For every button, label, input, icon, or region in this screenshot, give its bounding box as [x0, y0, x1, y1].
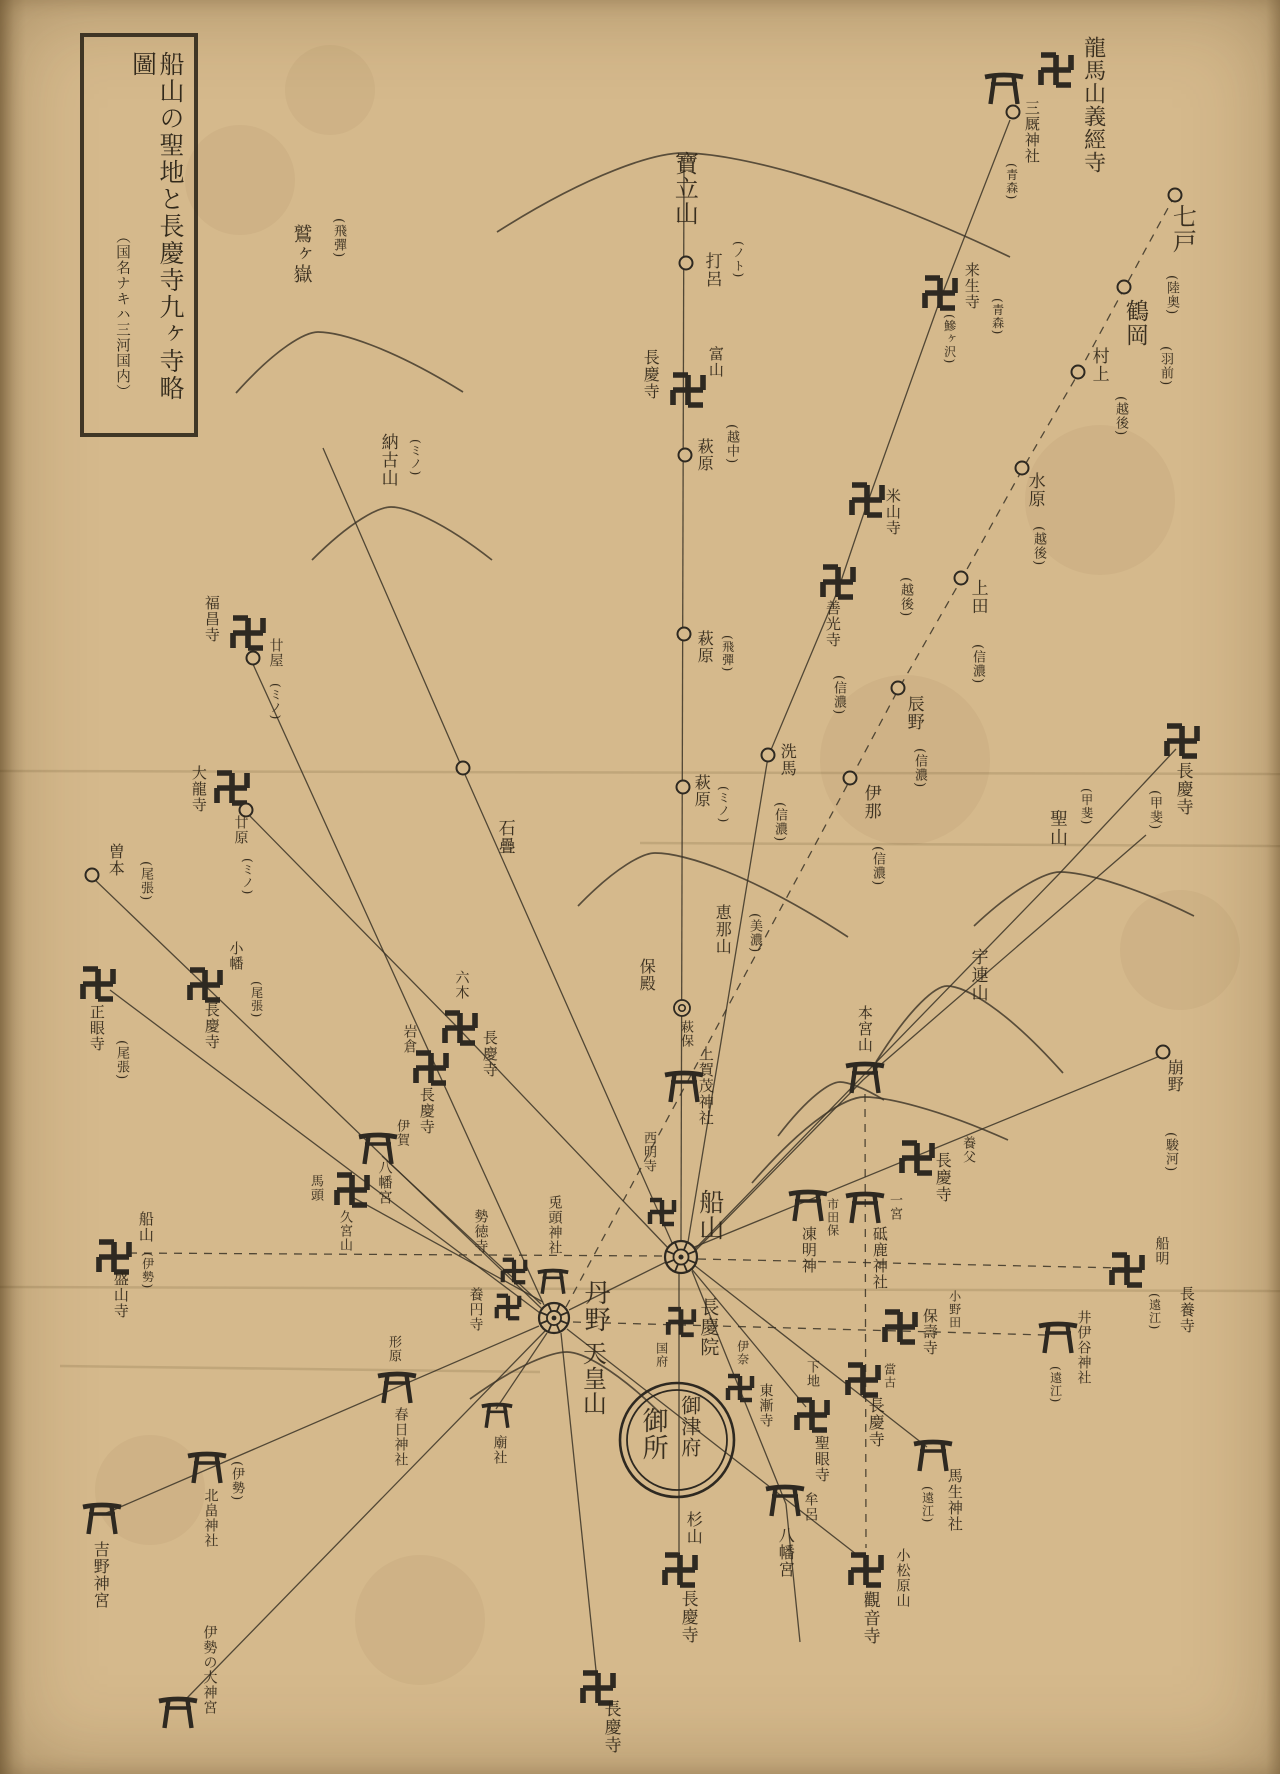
gosho-label-1: 御所	[638, 1407, 669, 1462]
raishoji-temple-manji-icon	[925, 278, 955, 308]
zenkoji-temple-manji-icon	[823, 567, 853, 597]
iwakura-chokeiji-label-1: 長慶寺	[417, 1086, 436, 1135]
dairyuji-temple-manji-icon	[217, 773, 247, 803]
fukushoji-label: 福昌寺	[202, 594, 221, 643]
funayama-hub-label: 船山	[695, 1188, 725, 1241]
fukushoji-label-1: 廿屋	[267, 637, 284, 668]
hojuji-label: 小野田	[947, 1289, 962, 1329]
yoshino-jingu-label: 吉野神宮	[91, 1541, 111, 1610]
tatsuno-label-1: (信濃)	[912, 747, 928, 788]
hagiho-label: 保殿	[637, 958, 657, 993]
enazan-label-label-1: (美濃)	[747, 912, 763, 953]
chokeiji-toyama-label-2: (越中)	[724, 423, 740, 464]
paper-crease	[60, 1366, 540, 1372]
mao-jinja-label: 馬生神社	[945, 1467, 964, 1532]
yofu-chokeiji-temple-manji-icon	[902, 1143, 932, 1173]
mutsugi-chokeiji-label: 六木	[453, 969, 470, 1000]
hagiwara-mino-label-1: (ミノ)	[716, 785, 731, 824]
ueda-place-circle-icon	[955, 572, 968, 585]
route-line	[567, 1329, 856, 1554]
dairyuji-circle-place-circle-icon	[240, 804, 253, 817]
misaya-circle-place-circle-icon	[1007, 106, 1020, 119]
semba-label-1: (信濃)	[772, 801, 788, 842]
gosho-label: 御津府	[677, 1395, 702, 1458]
beisanji-label-1: (越後)	[898, 576, 914, 617]
ueda-label: 上田	[967, 579, 988, 616]
shimoji-shogenji-label-1: 聖眼寺	[812, 1434, 831, 1483]
murakami-place-circle-icon	[1072, 366, 1085, 379]
semba-place-circle-icon	[762, 749, 775, 762]
yofu-chokeiji-label-1: 長慶寺	[933, 1152, 953, 1204]
uto-jinja-label: 兎頭神社	[546, 1194, 563, 1255]
tsuruoka-place-circle-icon	[1118, 281, 1131, 294]
tomeijin-label-1: 凍明神	[799, 1225, 818, 1274]
hagiwara-mino-label: 萩原	[692, 774, 712, 809]
muro-hachimangu-label: 牟呂	[802, 1491, 819, 1522]
hotatsuzan-mountain-ridge	[497, 150, 1010, 257]
hagiwara-hida-label-1: (飛彈)	[720, 634, 735, 673]
shichinohe-label-1: (陸奥)	[1164, 274, 1180, 315]
route-line	[249, 662, 544, 1305]
enazan-label-label: 恵那山	[713, 904, 733, 956]
route-line	[104, 1326, 539, 1514]
fukushoji-circle-place-circle-icon	[247, 652, 260, 665]
yoenji-label: 養円寺	[467, 1286, 484, 1332]
kitabatake-jinja-label: (伊勢)	[229, 1460, 245, 1501]
kasuga-jinja-shrine-torii-icon	[378, 1374, 416, 1403]
tomeijin-shrine-torii-icon	[789, 1192, 827, 1221]
chokeiji-kai-label: 長慶寺	[1172, 762, 1193, 817]
paper-crease	[0, 771, 1280, 774]
nokosan-label-1: (ミノ)	[408, 438, 423, 477]
dairyuji-label: 大龍寺	[189, 764, 208, 813]
paper-stain	[185, 125, 295, 235]
komatsubara-kannonji-label: 小松原山	[894, 1547, 911, 1608]
chokeiin-temple-manji-icon	[668, 1309, 694, 1335]
dairyuji-label-1: 廿原	[232, 814, 249, 845]
chokeiin-label-1: 国府	[654, 1341, 669, 1368]
byosha-label: 廟社	[491, 1434, 508, 1465]
mutsugi-chokeiji-label-1: 長慶寺	[480, 1029, 499, 1078]
hagiwara-etchu-label: 萩原	[695, 438, 715, 473]
bato-kyuguzan-label: 馬頭	[308, 1173, 324, 1202]
ina-place-circle-icon	[844, 772, 857, 785]
uchiro-label: 打呂	[701, 252, 722, 289]
paper-stain	[355, 1555, 485, 1685]
hagiwara-hida-place-circle-icon	[678, 628, 691, 641]
shimoji-shogenji-temple-manji-icon	[797, 1400, 827, 1430]
suibara-place-circle-icon	[1016, 462, 1029, 475]
sohon-label-1: (尾張)	[138, 860, 154, 901]
route-line	[688, 120, 1010, 1242]
paper-stain	[1025, 425, 1175, 575]
saimyoji-temple-manji-icon	[650, 1200, 674, 1224]
route-line	[692, 1056, 1160, 1248]
ishidatami-label: 石疊	[494, 819, 515, 856]
chokeiji-toyama-temple-manji-icon	[673, 375, 703, 405]
route-line-dashed	[129, 1253, 664, 1256]
kuzureno-label: 崩野	[1165, 1059, 1185, 1094]
hagiwara-mino-place-circle-icon	[677, 781, 690, 794]
murakami-label-1: (越後)	[1113, 395, 1129, 436]
hijiriyama-label-label-1: (甲斐)	[1079, 787, 1094, 826]
gosho-palace-circle-icon	[620, 1383, 734, 1497]
route-line-dashed	[865, 1094, 866, 1548]
obata-chokeiji-label-2: 長慶寺	[202, 1001, 221, 1050]
funagira-choyoji-label-2: 長養寺	[1177, 1285, 1196, 1334]
iga-hachimangu-label-1: 八幡宮	[376, 1159, 393, 1205]
nokosan-label: 納古山	[377, 433, 398, 488]
toko-chokeiji-temple-manji-icon	[848, 1365, 878, 1395]
sugiyama-chokeiji-label: 杉山	[684, 1511, 704, 1546]
iwakura-chokeiji-label: 岩倉	[401, 1023, 418, 1054]
route-line	[692, 1271, 800, 1642]
hongusan-mountain-ridge	[752, 1097, 1008, 1183]
tsuruoka-label-1: (羽前)	[1158, 345, 1174, 386]
fukushoji-temple-manji-icon	[233, 618, 263, 648]
dairyuji-label-2: (ミノ)	[240, 857, 255, 896]
map-subtitle: （国名ナキハ三河国内）	[114, 229, 130, 400]
chokeiji-south-temple-manji-icon	[583, 1673, 613, 1703]
beisanji-temple-manji-icon	[852, 485, 882, 515]
shogenji-owari-label-1: (尾張)	[114, 1039, 130, 1080]
semba-label: 洗馬	[778, 743, 798, 778]
kamigamo-jinja-shrine-torii-icon	[665, 1073, 703, 1102]
ina-label: 伊那	[860, 784, 881, 821]
kitabatake-jinja-label-1: 北畠神社	[202, 1487, 219, 1548]
raishoji-label: 来生寺	[962, 261, 981, 310]
misaya-jinja-shrine-torii-icon	[985, 75, 1023, 104]
seitokuji-temple-manji-icon	[503, 1260, 526, 1283]
seizanji-label-1: (伊勢)	[140, 1251, 155, 1290]
obata-chokeiji-label: 小幡	[227, 940, 244, 971]
sugiyama-chokeiji-label-1: 長慶寺	[677, 1590, 698, 1645]
paper-stain	[820, 675, 990, 845]
kuzureno-label-1: (駿河)	[1163, 1131, 1179, 1172]
tsuruoka-label: 鶴岡	[1121, 298, 1148, 347]
urayama-label-label: 宇連山	[967, 948, 988, 1003]
nokosan-mountain-ridge	[312, 507, 492, 560]
washigatake-mountain-ridge	[236, 332, 463, 393]
uchiro-label-1: (ノト)	[731, 240, 746, 279]
paper-crease	[640, 843, 1280, 846]
toko-chokeiji-label: 當古	[882, 1362, 897, 1389]
tozenji-label-1: 東漸寺	[757, 1382, 774, 1428]
washigatake-label-1: (飛彈)	[331, 217, 347, 258]
tozenji-temple-manji-icon	[728, 1376, 752, 1400]
suibara-label-1: (越後)	[1031, 525, 1047, 566]
chokeiji-south-label: 長慶寺	[600, 1700, 621, 1755]
raishoji-label-2: (青森)	[990, 297, 1005, 336]
chokeiji-toyama-label: 長慶寺	[641, 349, 661, 401]
tanno-hub-label: 丹野	[580, 1279, 611, 1334]
tanno-hub-sacred-hub-icon	[539, 1303, 569, 1333]
tanno-hub-label-1: 天皇山	[578, 1340, 607, 1416]
route-line	[94, 879, 542, 1309]
funayama-hub-sacred-hub-icon	[665, 1241, 697, 1273]
chokeiji-kai-label-1: (甲斐)	[1147, 789, 1163, 830]
misaya-jinja-label: 三厩神社	[1022, 99, 1041, 164]
hagiho-label-1: 萩保	[678, 1019, 694, 1048]
mutsugi-chokeiji-temple-manji-icon	[445, 1013, 475, 1043]
hagiwara-hida-label: 萩原	[695, 630, 715, 665]
fukushoji-label-2: (ミノ)	[268, 682, 283, 721]
shimoji-shogenji-label: 下地	[804, 1359, 820, 1388]
seizanji-temple-manji-icon	[99, 1242, 129, 1272]
obata-chokeiji-label-1: (尾張)	[249, 980, 264, 1019]
toga-jinja-label-1: 砥鹿神社	[870, 1225, 889, 1290]
iinoya-jinja-shrine-torii-icon	[1039, 1324, 1077, 1353]
suibara-label: 水原	[1024, 472, 1045, 509]
ina-label-1: (信濃)	[870, 845, 886, 886]
ishidatami-place-circle-icon	[457, 762, 470, 775]
sohon-place-circle-icon	[86, 869, 99, 882]
route-line	[561, 1333, 597, 1680]
route-line-dashed	[698, 1259, 1123, 1268]
iinoya-jinja-label: 井伊谷神社	[1075, 1309, 1092, 1385]
route-line	[681, 158, 684, 1240]
paper-stain	[95, 1435, 205, 1545]
ryubazan-gikyoji-label: 龍馬山義經寺	[1080, 35, 1106, 174]
funagira-choyoji-label-1: (遠江)	[1147, 1292, 1162, 1331]
iinoya-jinja-label-1: (遠江)	[1048, 1365, 1063, 1404]
ryubazan-gikyoji-temple-manji-icon	[1041, 55, 1071, 85]
chokeiin-label: 長慶院	[697, 1297, 720, 1358]
shogenji-owari-temple-manji-icon	[83, 969, 113, 999]
hotatsuzan-label-label: 寶立山	[670, 150, 699, 226]
funagira-choyoji-temple-manji-icon	[1112, 1255, 1142, 1285]
sugiyama-chokeiji-temple-manji-icon	[665, 1555, 695, 1585]
toga-jinja-label: 一宮	[887, 1192, 903, 1221]
shogenji-owari-label: 正眼寺	[87, 1003, 106, 1052]
kuzureno-place-circle-icon	[1157, 1046, 1170, 1059]
beisanji-label: 米山寺	[883, 487, 902, 536]
route-line	[323, 448, 673, 1245]
route-line	[693, 835, 1146, 1253]
hagiho-double-circle-icon	[674, 1000, 690, 1016]
ueda-label-1: (信濃)	[970, 643, 986, 684]
route-line-dashed	[573, 1322, 1045, 1335]
komatsubara-kannonji-temple-manji-icon	[851, 1555, 881, 1585]
bato-kyuguzan-label-1: 久宮山	[337, 1209, 353, 1252]
route-line	[569, 1262, 666, 1310]
uchiro-place-circle-icon	[680, 257, 693, 270]
shichinohe-label: 七戸	[1168, 203, 1197, 254]
chokeiji-kai-temple-manji-icon	[1167, 726, 1197, 756]
tomeijin-label: 市田保	[825, 1197, 840, 1237]
paper-stain	[285, 45, 375, 135]
kamigamo-jinja-label: 上賀茂神社	[696, 1045, 715, 1126]
hongusan-label: 本宮山	[855, 1004, 874, 1053]
title-box	[80, 33, 198, 437]
misaya-jinja-label-1: (青森)	[1004, 162, 1019, 201]
tatsuno-label: 辰野	[903, 695, 924, 732]
hagiwara-etchu-place-circle-icon	[679, 449, 692, 462]
seitokuji-label: 勢徳寺	[472, 1208, 489, 1254]
seizanji-label: 船山	[136, 1210, 155, 1243]
murakami-label: 村上	[1088, 347, 1109, 384]
komatsubara-kannonji-label-1: 觀音寺	[859, 1591, 880, 1646]
yoenji-temple-manji-icon	[497, 1296, 520, 1319]
washigatake-label: 鷲ヶ嶽	[290, 224, 313, 285]
muro-hachimangu-label-1: 八幡宮	[776, 1527, 796, 1579]
route-line	[354, 1198, 543, 1302]
hojuji-label-1: 保壽寺	[920, 1307, 939, 1356]
tozenji-label: 伊奈	[735, 1339, 750, 1366]
enazan-mountain-ridge	[578, 853, 848, 937]
paper-stain	[1120, 890, 1240, 1010]
chokeiji-toyama-label-1: 富山	[706, 345, 725, 378]
hojuji-temple-manji-icon	[885, 1312, 915, 1342]
iga-hachimangu-label: 伊賀	[394, 1118, 410, 1147]
mao-jinja-shrine-torii-icon	[914, 1442, 952, 1471]
hijiriyama-label-label: 聖山	[1047, 809, 1068, 848]
seizanji-label-2: 盛山寺	[111, 1270, 130, 1319]
ise-daijingu-label: 伊勢の大神宮	[201, 1624, 218, 1715]
tatsuno-place-circle-icon	[892, 682, 905, 695]
zenkoji-label: 善光寺	[823, 599, 842, 648]
urayama-mountain-ridge	[876, 986, 1063, 1073]
kasuga-jinja-label-1: 春日神社	[392, 1406, 409, 1467]
map-title: 船山の聖地と長慶寺九ヶ寺略圖	[128, 51, 185, 402]
raishoji-label-1: (鰺ヶ沢)	[942, 313, 957, 365]
shichinohe-place-circle-icon	[1169, 189, 1182, 202]
uto-jinja-shrine-torii-icon	[538, 1271, 568, 1294]
zenkoji-label-1: (信濃)	[831, 674, 847, 715]
toko-chokeiji-label-1: 長慶寺	[866, 1397, 886, 1449]
mao-jinja-label-1: (遠江)	[920, 1485, 935, 1524]
ise-daijingu-shrine-torii-icon	[159, 1699, 197, 1728]
sohon-label: 曽本	[106, 843, 126, 878]
paper-crease	[0, 1287, 1280, 1291]
funagira-choyoji-label: 船明	[1153, 1235, 1170, 1266]
kasuga-jinja-label: 形原	[386, 1334, 402, 1363]
saimyoji-label: 西明寺	[641, 1130, 657, 1173]
yofu-chokeiji-label: 養父	[960, 1135, 976, 1164]
